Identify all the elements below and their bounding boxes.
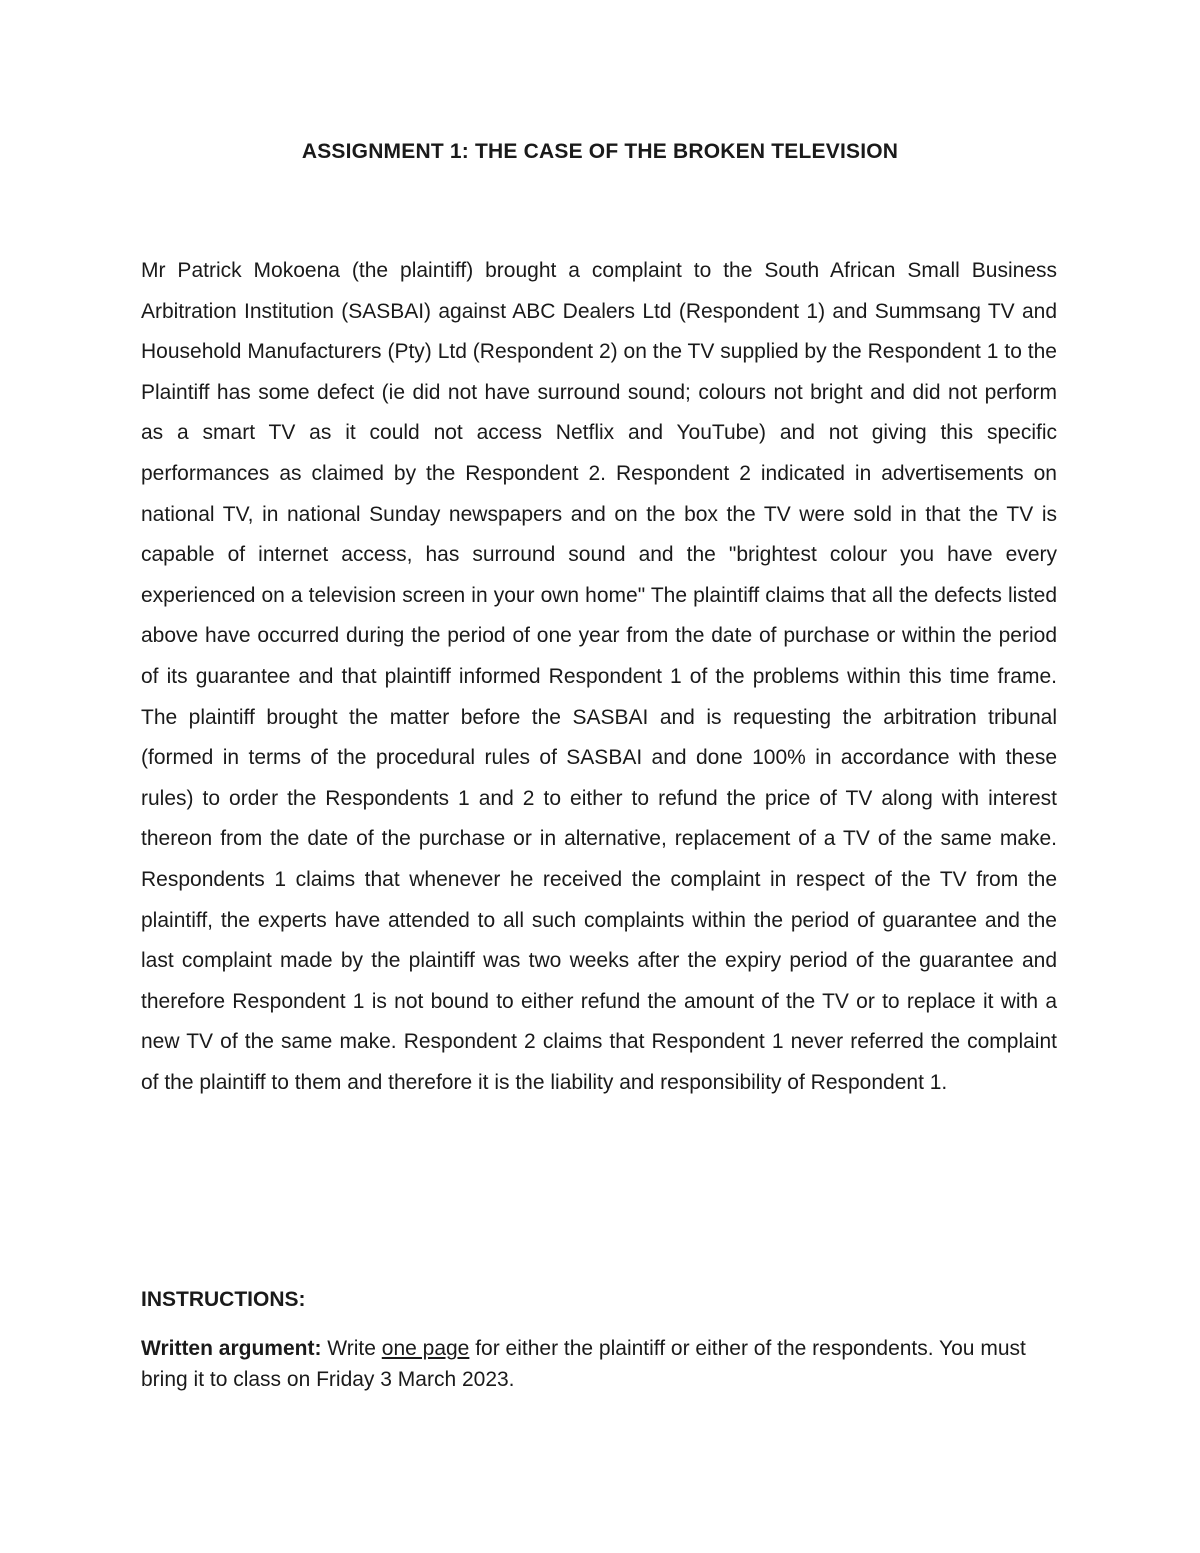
instructions-heading: INSTRUCTIONS: (141, 1288, 306, 1311)
instructions-paragraph (141, 1333, 1057, 1395)
written-argument-label: Written argument: (141, 1337, 322, 1360)
case-description-paragraph: Mr Patrick Mokoena (the plaintiff) brought a complaint to the South African Small Business Arbitration Institution (SASBAI) against ABC Dealers Ltd (Respondent 1) and Summsang TV and Household Manufacturers (Pty) Ltd (Respondent 2) on the TV supplied by the Respondent 1 to the Plaintiff has some defect (ie did not have surround sound; colours not bright and did not perform as a smart TV as it could not access Netflix and YouTube) and not giving this specific performances as claimed by the Respondent 2. Respondent 2 indicated in advertisements on national TV, in national Sunday newspapers and on the box the TV were sold in that the TV is capable of internet access, has surround sound and the "brightest colour you have every experienced on a television screen in your own home" The plaintiff claims that all the defects listed above have occurred during the period of one year from the date of purchase or within the period of its guarantee and that plaintiff informed Respondent 1 of the problems within this time frame. The plaintiff brought the matter before the SASBAI and is requesting the arbitration tribunal (formed in terms of the procedural rules of SASBAI and done 100% in accordance with these rules) to order the Respondents 1 and 2 to either to refund the price of TV along with interest thereon from the date of the purchase or in alternative, replacement of a TV of the same make. Respondents 1 claims that whenever he received the complaint in respect of the TV from the plaintiff, the experts have attended to all such complaints within the period of guarantee and the last complaint made by the plaintiff was two weeks after the expiry period of the guarantee and therefore Respondent 1 is not bound to either refund the amount of the TV or to replace it with a new TV of the same make. Respondent 2 claims that Respondent 1 never referred the complaint of the plaintiff to them and therefore it is the liability and responsibility of Respondent 1. (141, 259, 1057, 1094)
instructions-text-after: for either the plaintiff or either of the respondents. You must bring it to class on Friday 3 March 2023. (141, 1337, 1026, 1391)
document-title: ASSIGNMENT 1: THE CASE OF THE BROKEN TELEVISION (301, 140, 899, 163)
instructions-text-before: Write (327, 1337, 376, 1360)
one-page-emphasis: one page (381, 1337, 470, 1360)
